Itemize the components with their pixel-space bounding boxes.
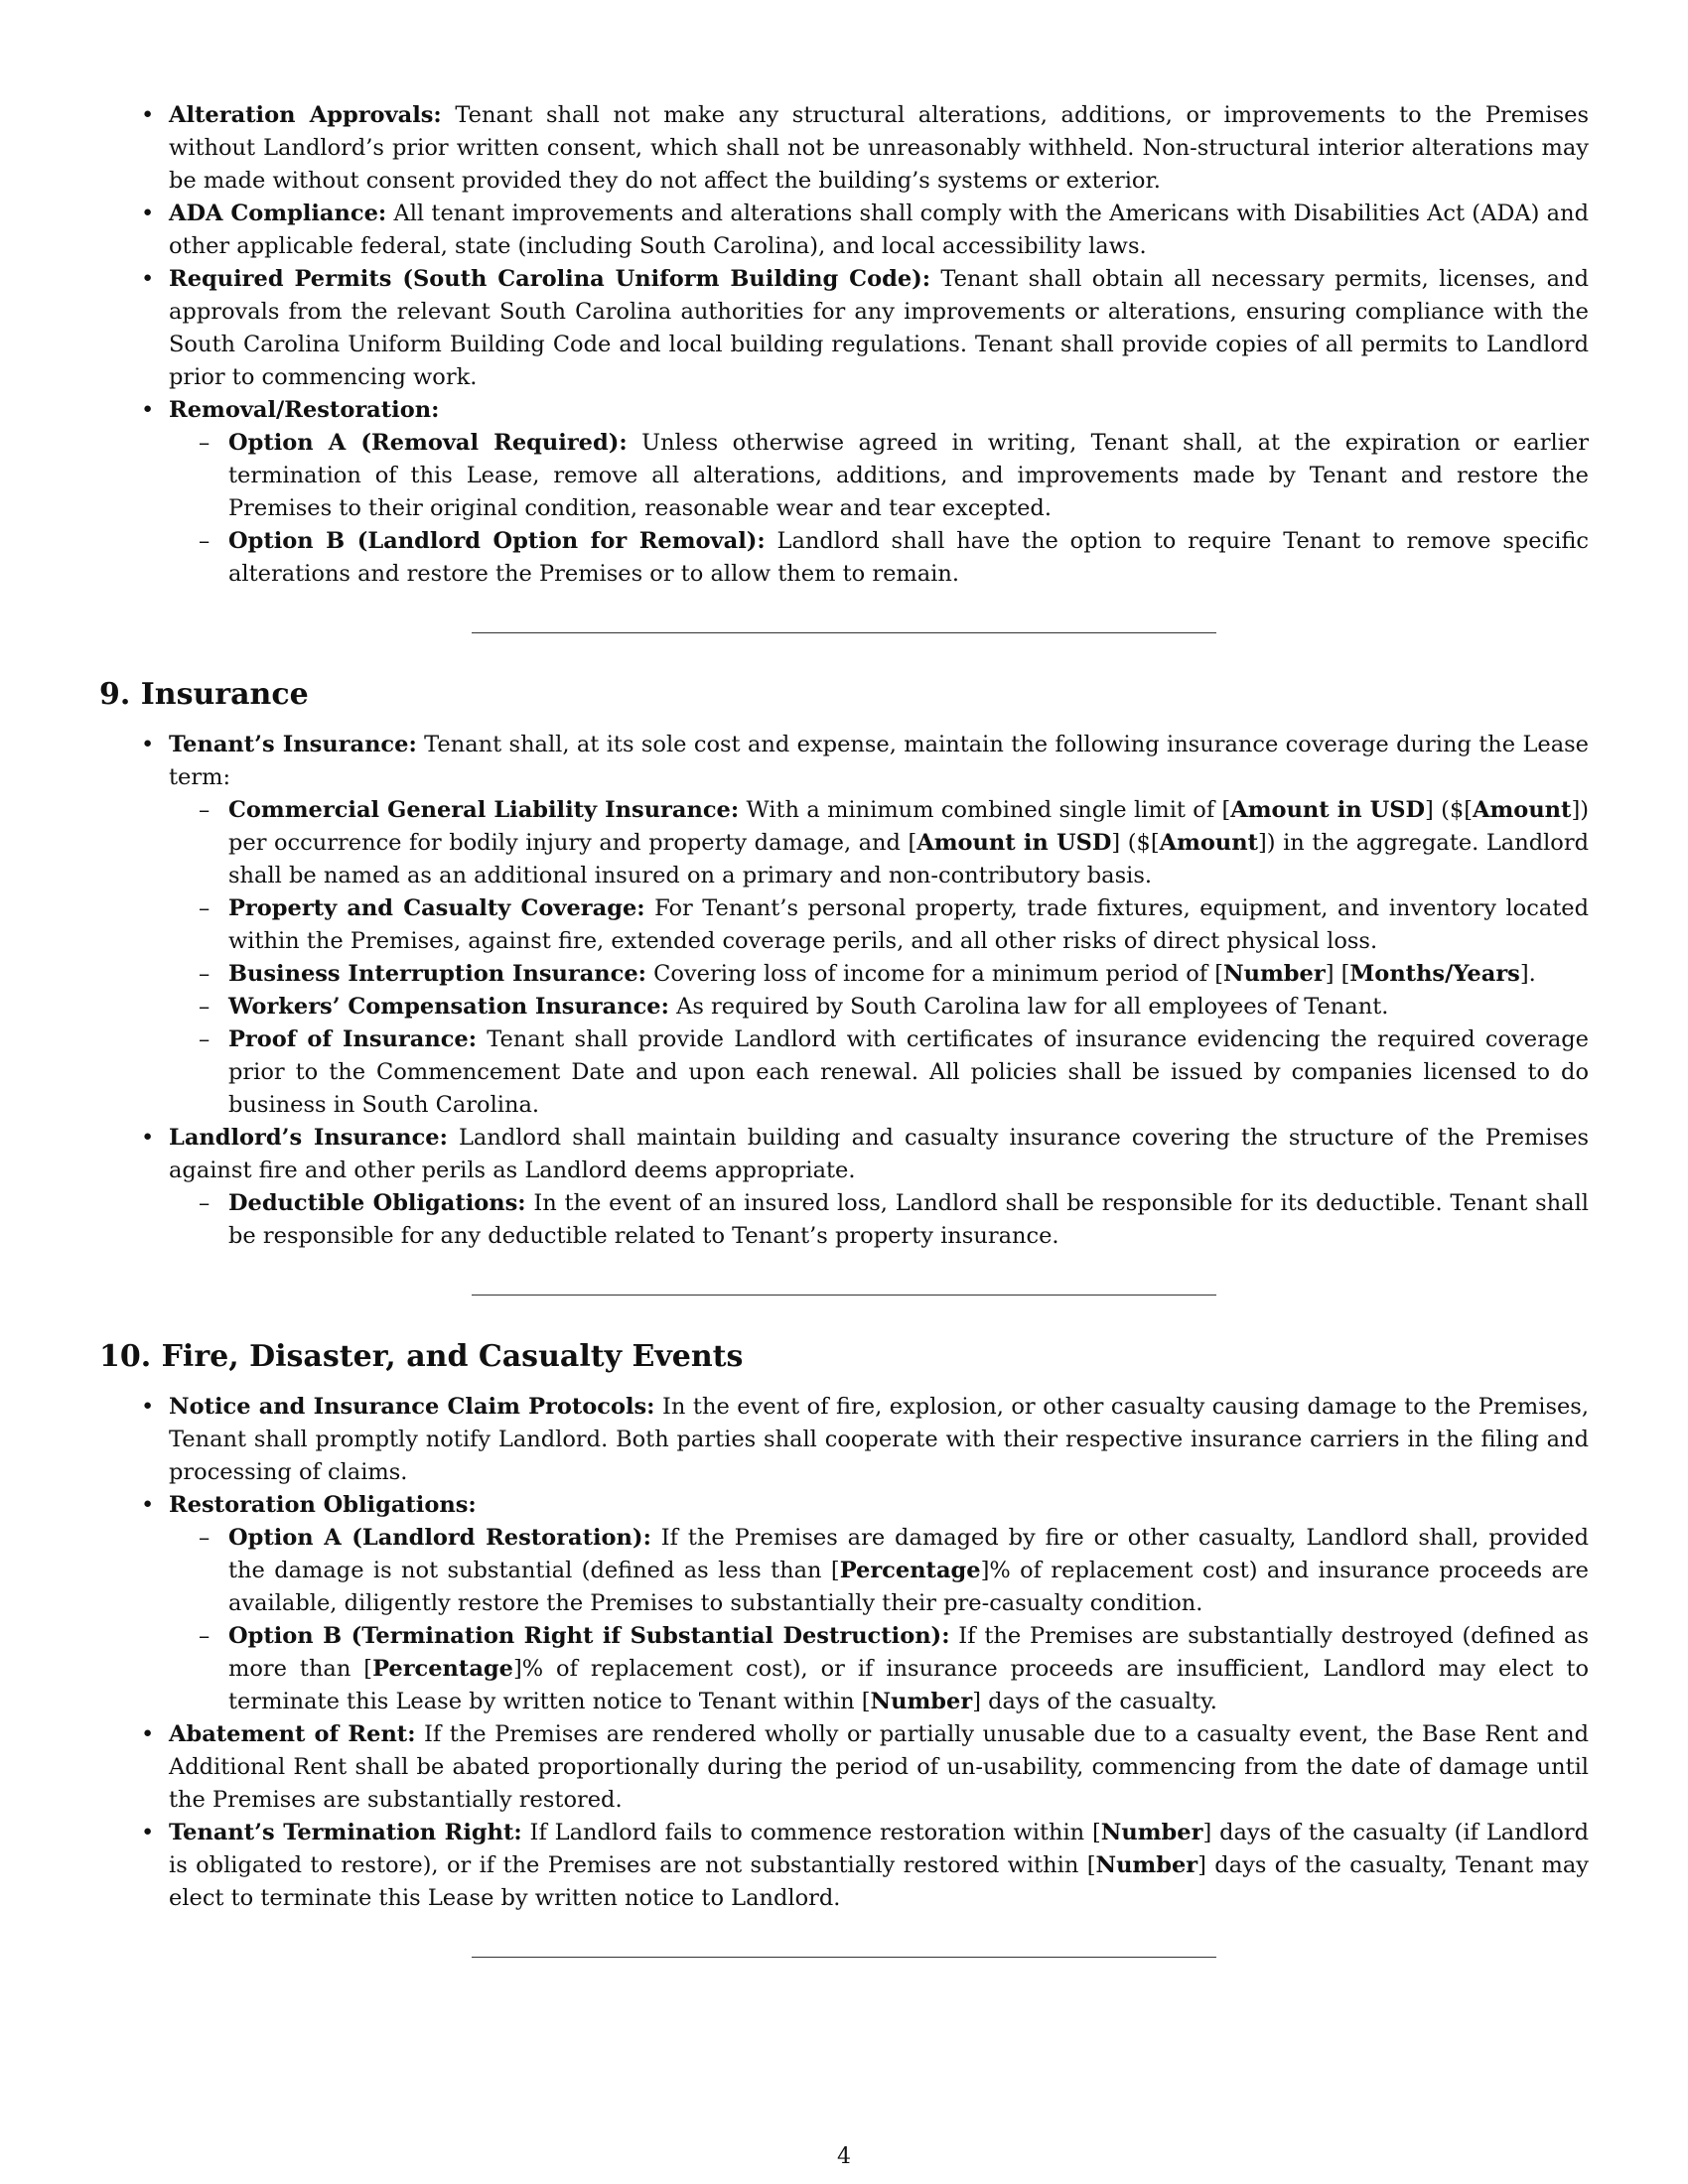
landlord-insurance-list [169,1187,1589,1253]
section-10-list [99,1391,1589,1915]
list-item-option-a-restoration: – Option A (Landlord Restoration): If the Premises are damaged by fire or other casualty, Landlord shall, provided the damage is not substantial (defined as less than [Percentage]% of replacement cost) and insurance proceeds are available, diligently restore the Premises to substantially their pre-casualty condition. [228,1522,1589,1620]
section-divider [472,1295,1216,1296]
section-8-list [99,99,1589,591]
list-item-cgl-insurance: – Commercial General Liability Insurance: With a minimum combined single limit of [Amount in USD] ($[Amount]) per occurrence for bodily injury and property damage, and [Amount in USD] ($[Amount]) in the aggregate. Landlord shall be named as an additional insured on a primary and non-contributory basis. [228,794,1589,892]
list-item-removal-restoration: • Removal/Restoration: – Option A (Removal Required): Unless otherwise agreed in writing, Tenant shall, at the expiration or earlier termination of this Lease, remove all alterations, additions, and improvements made by Tenant and restore the Premises to their original condition, reasonable wear and tear excepted. – Option B (Landlord Option for Removal): Landlord shall have the option to require Tenant to remove specific alterations and restore the Premises or to allow them to remain. [169,394,1589,591]
list-item-business-interruption: – Business Interruption Insurance: Covering loss of income for a minimum period of [Number] [Months/Years]. [228,958,1589,991]
list-item-deductible: – Deductible Obligations: In the event of an insured loss, Landlord shall be responsible for its deductible. Tenant shall be responsible for any deductible related to Tenant’s property insurance. [228,1187,1589,1253]
section-10-heading: 10. Fire, Disaster, and Casualty Events [99,1339,744,1374]
list-item-option-b-removal: – Option B (Landlord Option for Removal): Landlord shall have the option to require Tenant to remove specific alterations and restore the Premises or to allow them to remain. [228,525,1589,591]
tenant-insurance-list [169,794,1589,1122]
list-item-option-a-removal: – Option A (Removal Required): Unless otherwise agreed in writing, Tenant shall, at the expiration or earlier termination of this Lease, remove all alterations, additions, and improvements made by Tenant and restore the Premises to their original condition, reasonable wear and tear excepted. [228,427,1589,525]
section-9-heading: 9. Insurance [99,677,309,712]
list-item-proof-of-insurance: – Proof of Insurance: Tenant shall provide Landlord with certificates of insurance evidencing the required coverage prior to the Commencement Date and upon each renewal. All policies shall be issued by companies licensed to do business in South Carolina. [228,1024,1589,1122]
restoration-options-list [169,1522,1589,1718]
section-divider [472,1957,1216,1958]
list-item-abatement: • Abatement of Rent: If the Premises are rendered wholly or partially unusable due to a casualty event, the Base Rent and Additional Rent shall be abated proportionally during the period of un-usability, commencing from the date of damage until the Premises are substantially restored. [169,1718,1589,1817]
list-item-alteration-approvals: • Alteration Approvals: Tenant shall not make any structural alterations, additions, or improvements to the Premises without Landlord’s prior written consent, which shall not be unreasonably withheld. Non-structural interior alterations may be made without consent provided they do not affect the building’s systems or exterior. [169,99,1589,198]
list-item-property-casualty: – Property and Casualty Coverage: For Tenant’s personal property, trade fixtures, equipment, and inventory located within the Premises, against fire, extended coverage perils, and all other risks of direct physical loss. [228,892,1589,958]
document-page [99,99,1589,1958]
list-item-ada-compliance: • ADA Compliance: All tenant improvements and alterations shall comply with the Americans with Disabilities Act (ADA) and other applicable federal, state (including South Carolina), and local accessibility laws. [169,198,1589,263]
list-item-workers-comp: – Workers’ Compensation Insurance: As required by South Carolina law for all employees of Tenant. [228,991,1589,1024]
list-item-tenant-termination: • Tenant’s Termination Right: If Landlord fails to commence restoration within [Number] days of the casualty (if Landlord is obligated to restore), or if the Premises are not substantially restored within [Number] days of the casualty, Tenant may elect to terminate this Lease by written notice to Landlord. [169,1817,1589,1915]
list-item-restoration-obligations: • Restoration Obligations: – Option A (Landlord Restoration): If the Premises are damaged by fire or other casualty, Landlord shall, provided the damage is not substantial (defined as less than [Percentage]% of replacement cost) and insurance proceeds are available, diligently restore the Premises to substantially their pre-casualty condition. – Option B (Termination Right if Substantial Destruction): If the Premises are substantially destroyed (defined as more than [Percentage]% of replacement cost), or if insurance proceeds are insufficient, Landlord may elect to terminate this Lease by written notice to Tenant within [Number] days of the casualty. [169,1489,1589,1718]
list-item-option-b-termination: – Option B (Termination Right if Substantial Destruction): If the Premises are substantially destroyed (defined as more than [Percentage]% of replacement cost), or if insurance proceeds are insufficient, Landlord may elect to terminate this Lease by written notice to Tenant within [Number] days of the casualty. [228,1620,1589,1718]
section-divider [472,632,1216,633]
page-number: 4 [837,2144,851,2169]
removal-options-list [169,427,1589,591]
section-9-list [99,729,1589,1253]
list-item-landlord-insurance: • Landlord’s Insurance: Landlord shall maintain building and casualty insurance covering the structure of the Premises against fire and other perils as Landlord deems appropriate. – Deductible Obligations: In the event of an insured loss, Landlord shall be responsible for its deductible. Tenant shall be responsible for any deductible related to Tenant’s property insurance. [169,1122,1589,1253]
list-item-tenant-insurance: • Tenant’s Insurance: Tenant shall, at its sole cost and expense, maintain the following insurance coverage during the Lease term: – Commercial General Liability Insurance: With a minimum combined single limit of [Amount in USD] ($[Amount]) per occurrence for bodily injury and property damage, and [Amount in USD] ($[Amount]) in the aggregate. Landlord shall be named as an additional insured on a primary and non-contributory basis. – Property and Casualty Coverage: For Tenant’s personal property, trade fixtures, equipment, and inventory located within the Premises, against fire, extended coverage perils, and all other risks of direct physical loss. – Business Interruption Insurance: Covering loss of income for a minimum period of [Number] [Months/Years]. – Workers’ Compensation Insurance: As required by South Carolina law for all employees of Tenant. – Proof of Insurance: Tenant shall provide Landlord with certificates of insurance evidencing the required coverage prior to the Commencement Date and upon each renewal. All policies shall be issued by companies licensed to do business in South Carolina. [169,729,1589,1122]
list-item-required-permits: • Required Permits (South Carolina Uniform Building Code): Tenant shall obtain all necessary permits, licenses, and approvals from the relevant South Carolina authorities for any improvements or alterations, ensuring compliance with the South Carolina Uniform Building Code and local building regulations. Tenant shall provide copies of all permits to Landlord prior to commencing work. [169,263,1589,394]
list-item-notice-claims: • Notice and Insurance Claim Protocols: In the event of fire, explosion, or other casualty causing damage to the Premises, Tenant shall promptly notify Landlord. Both parties shall cooperate with their respective insurance carriers in the filing and processing of claims. [169,1391,1589,1489]
